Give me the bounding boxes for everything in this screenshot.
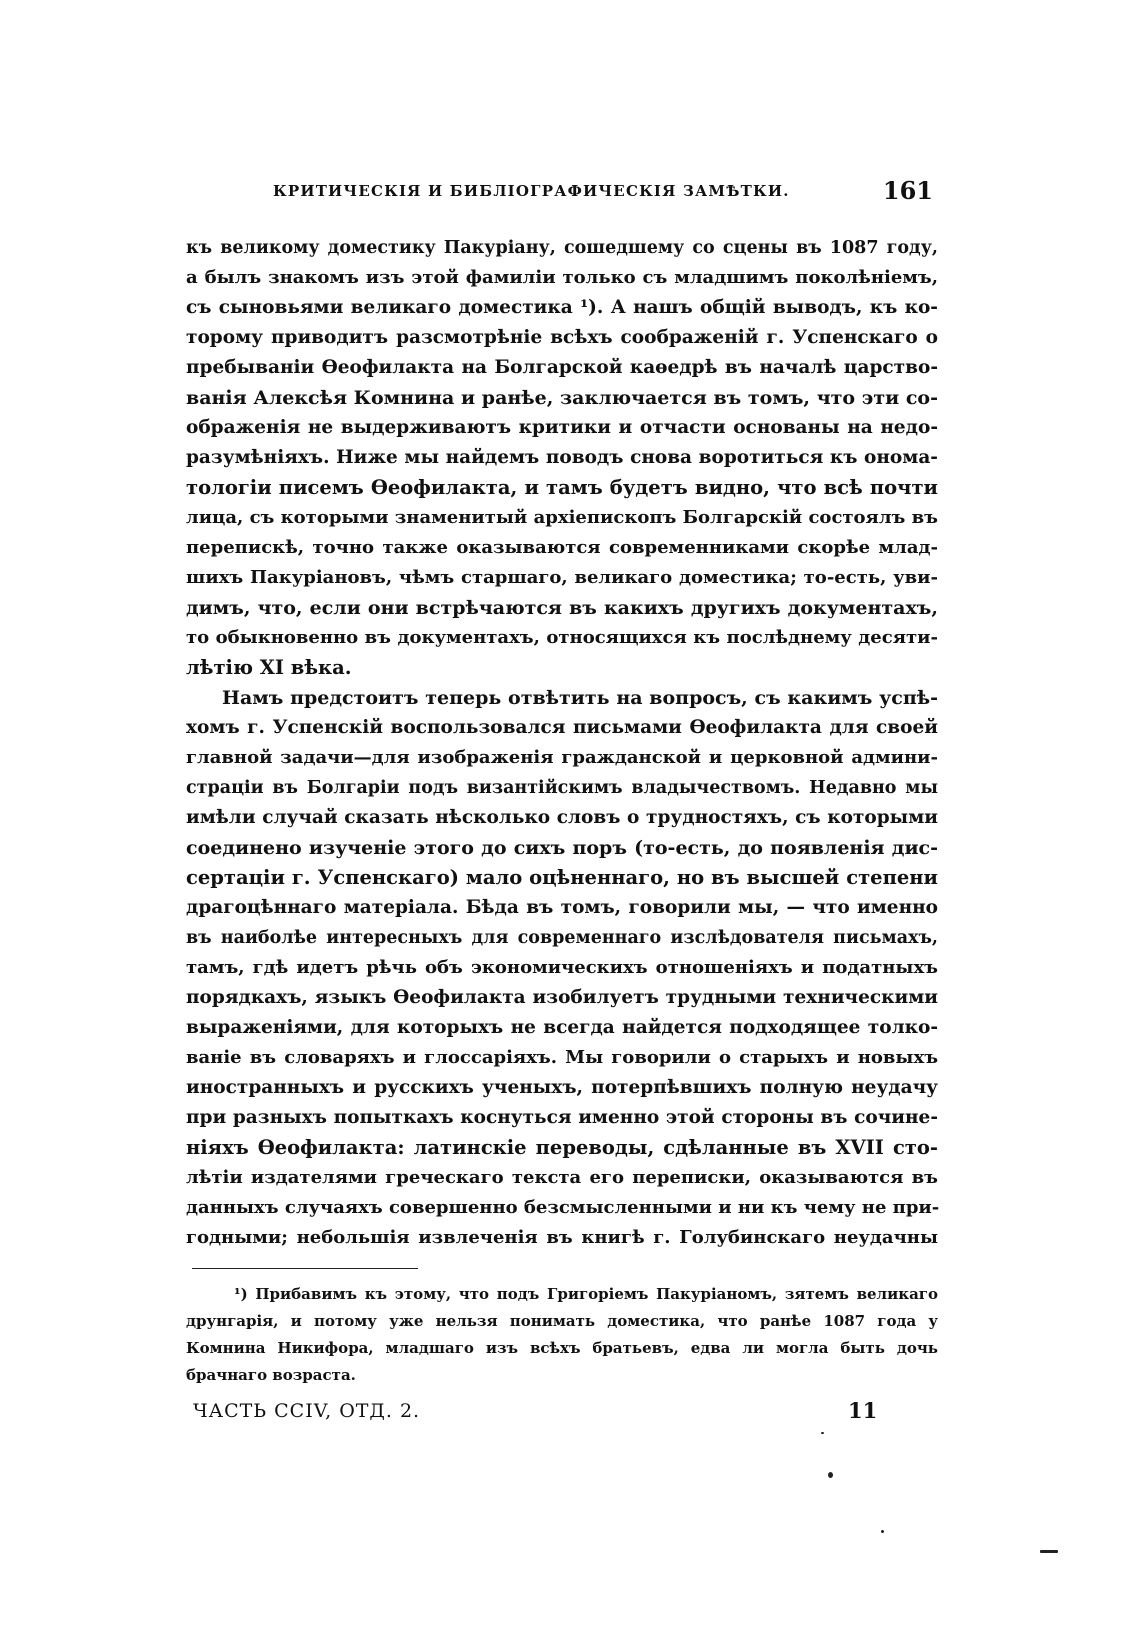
- text-line: ваніе въ словаряхъ и глоссаріяхъ. Мы говорили о старыхъ и новыхъ: [186, 1047, 938, 1068]
- text-line: при разныхъ попыткахъ коснуться именно этой стороны въ сочине-: [186, 1107, 938, 1128]
- text-line: ванія Алексѣя Комнина и ранѣе, заключается въ томъ, что эти со-: [186, 387, 938, 409]
- text-line: данныхъ случаяхъ совершенно безсмысленными и ни къ чему не при-: [186, 1197, 940, 1218]
- running-title: КРИТИЧЕСКІЯ И БИБЛІОГРАФИЧЕСКІЯ ЗАМѢТКИ.: [273, 182, 790, 200]
- ink-speck: [881, 1530, 884, 1533]
- text-line: тамъ, гдѣ идетъ рѣчь объ экономическихъ отношеніяхъ и податныхъ: [186, 957, 938, 978]
- text-line: иностранныхъ и русскихъ ученыхъ, потерпѣвшихъ полную неудачу: [186, 1077, 938, 1098]
- text-line: лѣтіи издателями греческаго текста его переписки, оказываются въ: [186, 1167, 938, 1188]
- footnote: [186, 1281, 938, 1389]
- text-line: ніяхъ Өеофилакта: латинскіе переводы, сдѣланные въ XVII сто-: [186, 1136, 938, 1159]
- footnote-rule: [192, 1268, 418, 1269]
- text-line: пребываніи Өеофилакта на Болгарской каөедрѣ въ началѣ царство-: [186, 357, 938, 378]
- text-line: ображенія не выдерживаютъ критики и отчасти основаны на недо-: [186, 417, 938, 438]
- text-line: имѣли случай сказать нѣсколько словъ о трудностяхъ, съ которыми: [186, 807, 938, 828]
- footnote-line: друнгарія, и потому уже нельзя понимать доместика, что ранѣе 1087 года у: [186, 1312, 938, 1330]
- text-line: порядкахъ, языкъ Өеофилакта изобилуетъ трудными техническими: [186, 987, 938, 1008]
- text-line: соединено изученіе этого до сихъ поръ (то-есть, до появленія дис-: [186, 837, 938, 859]
- footnote-line: брачнаго возраста.: [186, 1366, 356, 1384]
- text-line: то обыкновенно въ документахъ, относящихся къ послѣднему десяти-: [186, 627, 938, 648]
- page-number: 161: [882, 176, 933, 205]
- sheet-number: 11: [848, 1398, 878, 1423]
- text-line: къ великому доместику Пакуріану, сошедшему со сцены въ 1087 году,: [186, 238, 938, 258]
- text-line: главной задачи—для изображенія гражданской и церковной админи-: [186, 747, 938, 768]
- footnote-line: ¹) Прибавимъ къ этому, что подъ Григоріемъ Пакуріаномъ, зятемъ великаго: [234, 1285, 938, 1303]
- running-head: [181, 176, 939, 212]
- text-line: шихъ Пакуріановъ, чѣмъ старшаго, великаго доместика; то-есть, уви-: [186, 567, 938, 588]
- text-line: драгоцѣннаго матеріала. Бѣда въ томъ, говорили мы, — что именно: [186, 897, 938, 918]
- text-line: тологіи писемъ Өеофилакта, и тамъ будетъ видно, что всѣ почти: [186, 476, 938, 499]
- ink-speck: [828, 1472, 833, 1478]
- text-line: а былъ знакомъ изъ этой фамиліи только съ младшимъ поколѣніемъ,: [186, 267, 938, 288]
- text-line: съ сыновьями великаго доместика ¹). А нашъ общій выводъ, къ ко-: [186, 297, 938, 318]
- text-line: торому приводитъ разсмотрѣніе всѣхъ соображеній г. Успенскаго о: [186, 327, 938, 348]
- paragraph-start-line: Намъ предстоитъ теперь отвѣтить на вопросъ, съ какимъ успѣ-: [222, 687, 938, 709]
- text-line: страціи въ Болгаріи подъ византійскимъ владычествомъ. Недавно мы: [186, 778, 938, 798]
- text-line: сертаціи г. Успенскаго) мало оцѣненнаго, но въ высшей степени: [186, 866, 938, 889]
- signature-mark: ЧАСТЬ CCIV, ОТД. 2.: [193, 1400, 421, 1422]
- footnote-line: Комнина Никифора, младшаго изъ всѣхъ братьевъ, едва ли могла быть дочь: [186, 1339, 938, 1357]
- text-line: перепискѣ, точно также оказываются современниками скорѣе млад-: [186, 537, 938, 558]
- ink-speck: [821, 1432, 824, 1434]
- paragraph-end-line: лѣтію XI вѣка.: [186, 656, 352, 679]
- ink-speck: [1040, 1550, 1058, 1553]
- text-line: разумѣніяхъ. Ниже мы найдемъ поводъ снова воротиться къ онома-: [186, 447, 938, 468]
- text-line: выраженіями, для которыхъ не всегда найдется подходящее толко-: [186, 1017, 938, 1038]
- text-line: димъ, что, если они встрѣчаются въ какихъ другихъ документахъ,: [186, 597, 938, 619]
- text-line: хомъ г. Успенскій воспользовался письмами Өеофилакта для своей: [186, 717, 938, 738]
- text-line: годными; небольшія извлеченія въ книгѣ г. Голубинскаго неудачны: [186, 1227, 938, 1248]
- body-text: [186, 233, 938, 1253]
- text-line: въ наиболѣе интересныхъ для современнаго изслѣдователя письмахъ,: [186, 928, 938, 948]
- text-line: лица, съ которыми знаменитый архіепископъ Болгарскій состоялъ въ: [186, 507, 938, 528]
